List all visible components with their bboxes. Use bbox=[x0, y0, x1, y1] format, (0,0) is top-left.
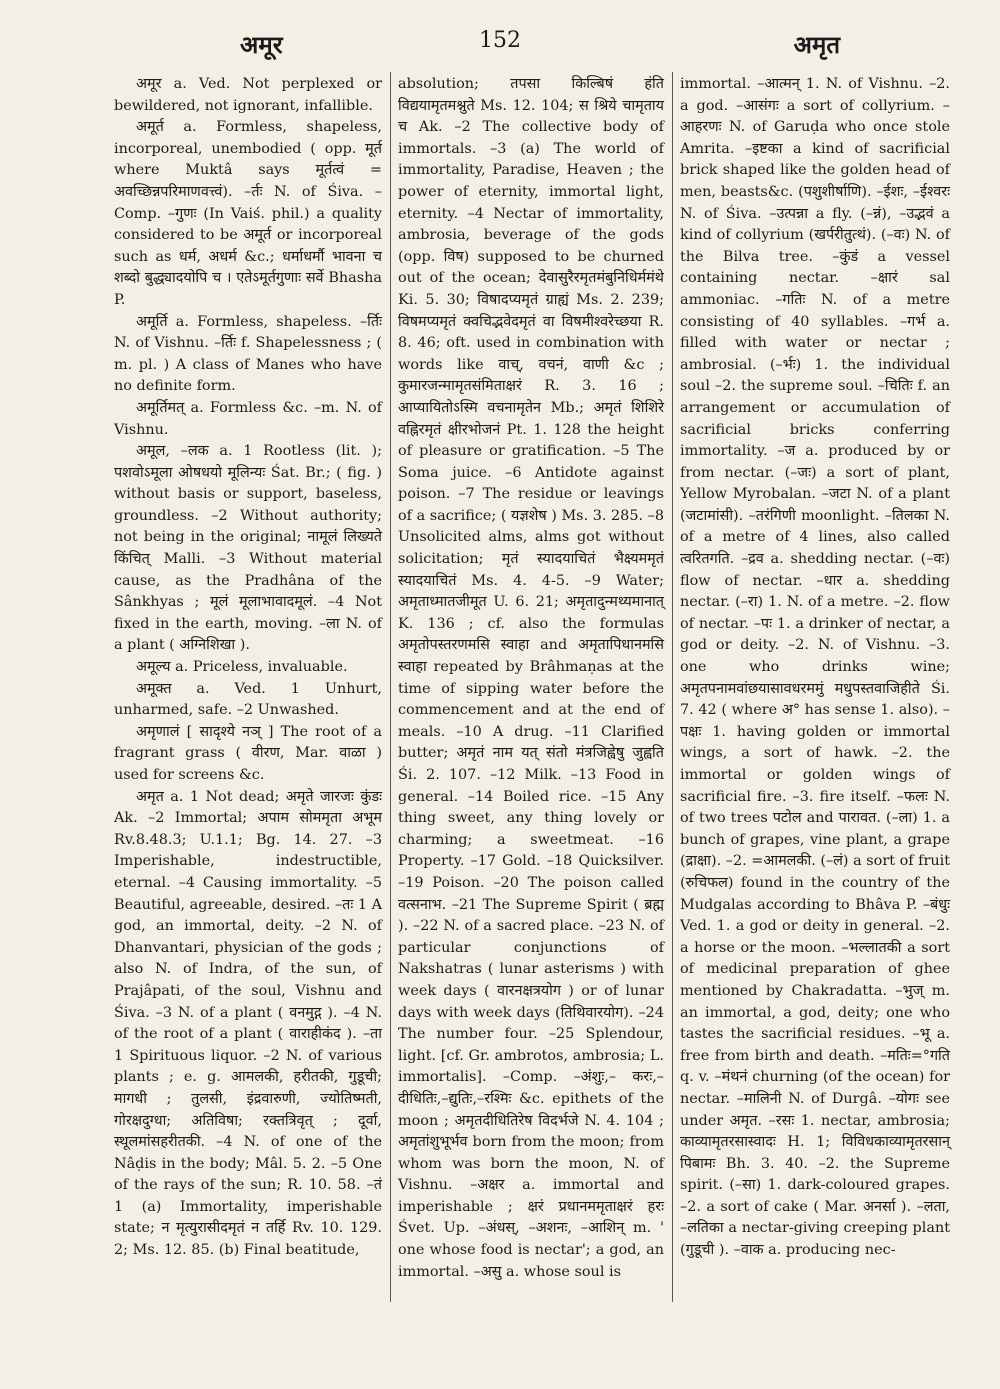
page-number: 152 bbox=[479, 28, 521, 53]
column-divider bbox=[390, 72, 391, 1302]
column-3 bbox=[680, 74, 950, 1262]
column-1 bbox=[114, 74, 382, 1262]
guide-word-right: अमृत bbox=[793, 30, 840, 59]
dictionary-entry: अमूर्तिमत् a. Formless &c. –m. N. of Vishnu. bbox=[114, 399, 382, 438]
dictionary-entry: अमूर्त a. Formless, shapeless, incorporeal, unembodied ( opp. मूर्त where Muktâ says मूर्तत्वं = अवच्छिन्नपरिमाणवत्त्वं). –र्तः N. of Śiva. –Comp. –गुणः (In Vaiś. phil.) a quality considered to be अमूर्त or incorporeal such as धर्म, अधर्म &c.; धर्माधर्मौ भावना च शब्दो बुद्ध्यादयोपि च । एतेऽमूर्तगुणाः सर्वे Bhasha P. bbox=[114, 119, 382, 308]
column-divider bbox=[672, 72, 673, 1302]
dictionary-entry: अमृणालं [ सादृश्ये नञ् ] The root of a fragrant grass ( वीरण, Mar. वाळा ) used for screens &c. bbox=[114, 723, 382, 783]
dictionary-entry: अमूर्ति a. Formless, shapeless. –र्तिः N. of Vishnu. –र्तिः f. Shapelessness ; ( m. pl. ) A class of Manes who have no definite form. bbox=[114, 313, 382, 395]
dictionary-entry: अमूर a. Ved. Not perplexed or bewildered, not ignorant, infallible. bbox=[114, 76, 382, 114]
dictionary-entry-continued: immortal. –आत्मन् 1. N. of Vishnu. –2. a god. –आसंगः a sort of collyrium. –आहरणः N. of Garuḍa who once stole Amrita. –इष्टका a kind of sacrificial brick shaped like the golden head of men, beasts&c. (पशुशीर्षाणि). –ईशः, –ईश्वरः N. of Śiva. –उत्पन्ना a fly. (–न्नं), –उद्भवं a kind of collyrium (खर्परीतुत्थं). (–वः) N. of the Bilva tree. –कुंडं a vessel containing nectar. –क्षारं sal ammoniac. –गतिः N. of a metre consisting of 40 syllables. –गर्भ a. filled with water or nectar ; ambrosial. (–र्भः) 1. the individual soul –2. the supreme soul. –चितिः f. an arrangement or accumulation of sacrificial bricks conferring immortality. –ज a. produced by or from nectar. (–जः) a sort of plant, Yellow Myrobalan. –जटा N. of a plant (जटामांसी). –तरंगिणी moonlight. –तिलका N. of a metre of 4 lines, also called त्वरितगति. –द्रव a. shedding nectar. (–वः) flow of nectar. –धार a. shedding nectar. (–रा) 1. N. of a metre. –2. flow of nectar. –पः 1. a drinker of nectar, a god or deity. –2. N. of Vishnu. –3. one who drinks wine; अमृतपनामवांछयासावधरममुं मधुपस्तवाजिहीते Śi. 7. 42 ( where अ° has sense 1. also). –पक्षः 1. having golden or immortal wings, a sort of hawk. –2. the immortal or golden wings of sacrificial fire. –3. fire itself. –फलः N. of two trees पटोल and पारावत. (–ला) 1. a bunch of grapes, vine plant, a grape (द्राक्षा). –2. =आमलकी. (–लं) a sort of fruit (रुचिफल) found in the country of the Mudgalas according to Bhâva P. –बंधुः Ved. 1. a god or deity in general. –2. a horse or the moon. –भल्लातकी a sort of medicinal preparation of ghee mentioned by Chakradatta. –भुज् m. an immortal, a god, deity; one who tastes the sacrificial residues. –भू a. free from birth and death. –मतिः=°गति q. v. –मंथनं churning (of the ocean) for nectar. –मालिनी N. of Durgâ. –योगः see under अमृत. –रसः 1. nectar, ambrosia; काव्यामृतरसास्वादः H. 1; विविधकाव्यामृतरसान् पिबामः Bh. 3. 40. –2. the Supreme spirit. (–सा) 1. dark-coloured grapes. –2. a sort of cake ( Mar. अनर्सा ). –लता, –लतिका a nectar-giving creeping plant (गुडूची ). –वाक a. producing nec- bbox=[680, 76, 950, 1259]
column-2 bbox=[398, 74, 664, 1283]
dictionary-entry: अमूल, –लक a. 1 Rootless (lit. ); पशवोऽमूला ओषधयो मूलिन्यः Śat. Br.; ( fig. ) without basis or support, baseless, groundless. –2 Without authority; not being in the original; नामूलं लिख्यते किंचित् Malli. –3 Without material cause, as the Pradhâna of the Sânkhyas ; मूलं मूलाभावादमूलं. –4 Not fixed in the earth, moving. –ला N. of a plant ( अग्निशिखा ). bbox=[114, 443, 382, 654]
dictionary-entry-continued: absolution; तपसा किल्बिषं हंति विद्ययामृतमश्नुते Ms. 12. 104; स श्रिये चामृताय च Ak. –2 The collective body of immortals. –3 (a) The world of immortality, Paradise, Heaven ; the power of eternity, immortal light, eternity. –4 Nectar of immortality, ambrosia, beverage of the gods (opp. विष) supposed to be churned out of the ocean; देवासुरैरमृतमंबुनिधिर्ममंथे Ki. 5. 30; विषादप्यमृतं ग्राह्यं Ms. 2. 239; विषमप्यमृतं क्वचिद्भवेदमृतं वा विषमीश्वरेच्छया R. 8. 46; oft. used in combination with words like वाच्, वचनं, वाणी &c ; कुमारजन्मामृतसंमिताक्षरं R. 3. 16 ; आप्यायितोऽस्मि वचनामृतेन Mb.; अमृतं शिशिरे वह्निरमृतं क्षीरभोजनं Pt. 1. 128 the height of pleasure or gratification. –5 The Soma juice. –6 Antidote against poison. –7 The residue or leavings of a sacrifice; ( यज्ञशेष ) Ms. 3. 285. –8 Unsolicited alms, alms got without solicitation; मृतं स्यादयाचितं भैक्ष्यममृतं स्यादयाचितं Ms. 4. 4-5. –9 Water; अमृताध्मातजीमूत U. 6. 21; अमृतादुन्मथ्यमानात् K. 136 ; cf. also the formulas अमृतोपस्तरणमसि स्वाहा and अमृतापिधानमसि स्वाहा repeated by Brâhmaṇas at the time of sipping water before the commencement and at the end of meals. –10 A drug. –11 Clarified butter; अमृतं नाम यत् संतो मंत्रजिह्वेषु जुह्वति Śi. 2. 107. –12 Milk. –13 Food in general. –14 Boiled rice. –15 Any thing sweet, any thing lovely or charming; a sweetmeat. –16 Property. –17 Gold. –18 Quicksilver. –19 Poison. –20 The poison called वत्सनाभ. –21 The Supreme Spirit ( ब्रह्म ). –22 N. of a sacred place. –23 N. of particular conjunctions of Nakshatras ( lunar asterisms ) with week days ( वारनक्षत्रयोग ) or of lunar days with week days (तिथिवारयोग). –24 The number four. –25 Splendour, light. [cf. Gr. ambrotos, ambrosia; L. immortalis]. –Comp. –अंशुः,– करः,–दीधितिः,–द्युतिः,–रश्मिः &c. epithets of the moon ; अमृतदीधितिरेष विदर्भजे N. 4. 104 ; अमृतांशुभूर्भव born from the moon; from whom was born the moon, N. of Vishnu. –अक्षर a. immortal and imperishable ; क्षरं प्रधानममृताक्षरं हरः Śvet. Up. –अंधस्, –अशनः, –आशिन् m. ' one whose food is nectar'; a god, an immortal. –असु a. whose soul is bbox=[398, 76, 664, 1280]
dictionary-entry: अमूल्य a. Priceless, invaluable. bbox=[136, 659, 348, 676]
dictionary-entry: अमूक्त a. Ved. 1 Unhurt, unharmed, safe. –2 Unwashed. bbox=[114, 680, 382, 719]
guide-word-left: अमूर bbox=[240, 30, 283, 59]
dictionary-entry: अमृत a. 1 Not dead; अमृते जारजः कुंडः Ak. –2 Immortal; अपाम सोममृता अभूम Rv.8.48.3; U.1.1; Bg. 14. 27. –3 Imperishable, indestructible, eternal. –4 Causing immortality. –5 Beautiful, agreeable, desired. –तः 1 A god, an immortal, deity. –2 N. of Dhanvantari, physician of the gods ; also N. of Indra, of the sun, of Prajâpati, of the soul, Vishnu and Śiva. –3 N. of a plant ( वनमुद्ग ). –4 N. of the root of a plant ( वाराहीकंद ). –ता 1 Spirituous liquor. –2 N. of various plants ; e. g. आमलकी, हरीतकी, गुडूची; मागधी ; तुलसी, इंद्रवारुणी, ज्योतिष्मती, गोरक्षदुग्धा; अतिविषा; रक्तत्रिवृत् ; दूर्वा, स्थूलमांसहरीतकी. –4 N. of one of the Nâḍis in the body; Mâl. 5. 2. –5 One of the rays of the sun; R. 10. 58. –तं 1 (a) Immortality, imperishable state; न मृत्युरासीदमृतं न तर्हि Rv. 10. 129. 2; Ms. 12. 85. (b) Final beatitude, bbox=[114, 788, 382, 1259]
